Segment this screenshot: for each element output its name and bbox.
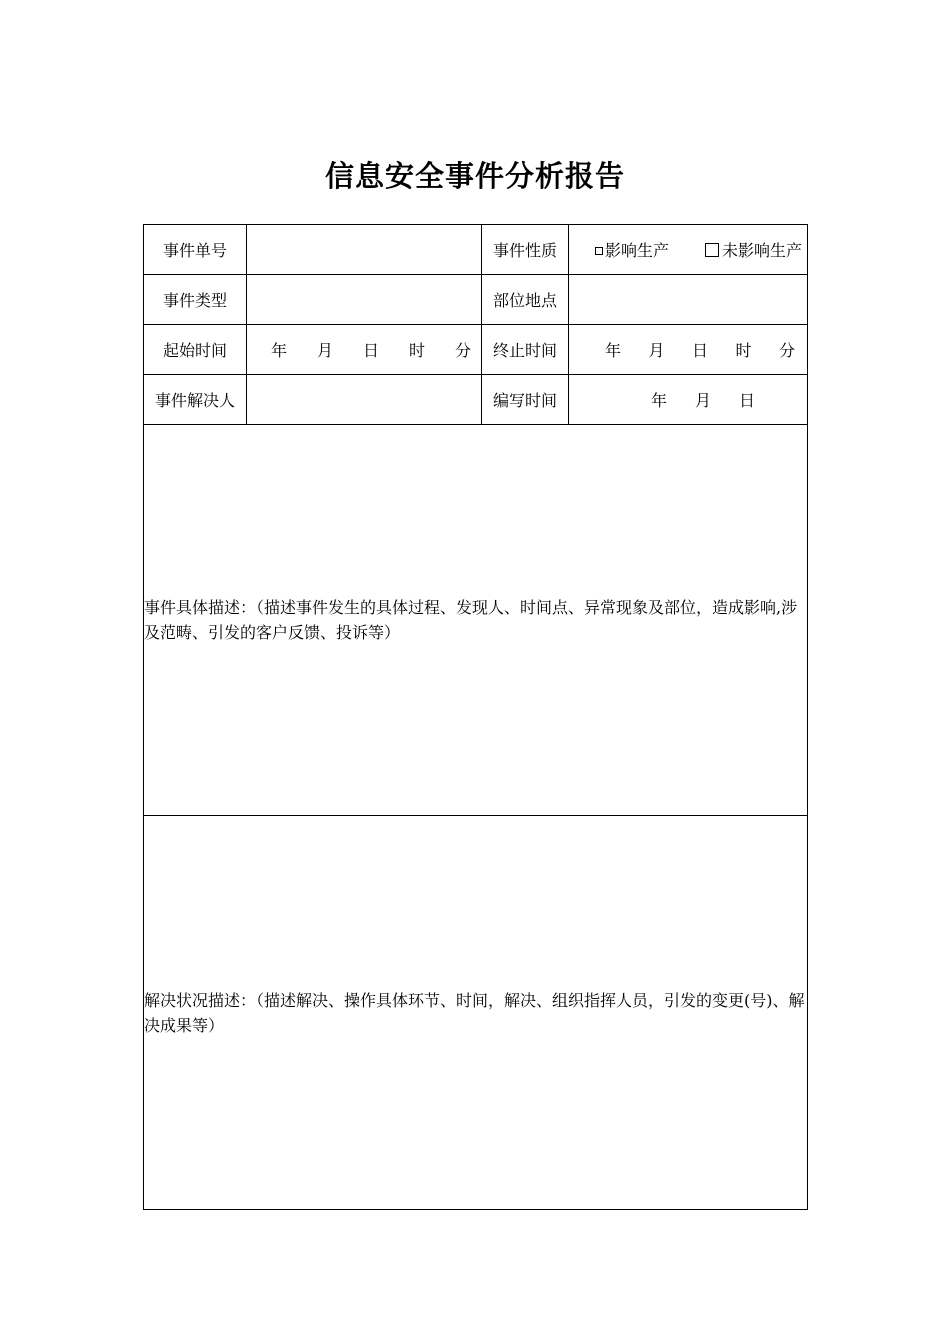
event-number-field[interactable]: [247, 225, 482, 275]
row-resolution-description: [144, 816, 808, 1210]
row-resolver: [144, 375, 808, 425]
resolver-field[interactable]: [247, 375, 482, 425]
start-year-unit: 年: [271, 341, 288, 360]
write-month-unit: 月: [694, 391, 711, 410]
label-event-number: 事件单号: [144, 225, 247, 275]
label-resolver: 事件解决人: [144, 375, 247, 425]
write-year-unit: 年: [650, 391, 667, 410]
row-event-number: [144, 225, 808, 275]
end-day-unit: 日: [691, 341, 708, 360]
label-event-type: 事件类型: [144, 275, 247, 325]
start-month-unit: 月: [316, 341, 333, 360]
start-time-field[interactable]: [247, 325, 482, 375]
end-time-field[interactable]: [569, 325, 808, 375]
start-day-unit: 日: [362, 341, 379, 360]
event-nature-field: [569, 225, 808, 275]
end-hour-unit: 时: [735, 341, 752, 360]
end-minute-unit: 分: [778, 341, 795, 360]
event-description-prompt: 事件具体描述：（描述事件发生的具体过程、发现人、时间点、异常现象及部位，造成影响,涉及范畴、引发的客户反馈、投诉等）: [144, 598, 798, 642]
not-affects-production-label: 未影响生产: [722, 241, 803, 260]
page-title: 信息安全事件分析报告: [324, 159, 625, 193]
resolution-description-prompt: 解决状况描述：（描述解决、操作具体环节、时间，解决、组织指挥人员，引发的变更(号)、解决成果等）: [144, 990, 805, 1035]
row-time-range: [144, 325, 808, 375]
label-location: 部位地点: [482, 275, 569, 325]
affects-production-label: 影响生产: [605, 241, 670, 260]
affects-production-checkbox[interactable]: [595, 247, 603, 255]
row-event-description: [144, 425, 808, 816]
resolution-description-area[interactable]: [144, 816, 808, 1210]
end-year-unit: 年: [605, 341, 622, 360]
label-write-time: 编写时间: [482, 375, 569, 425]
event-description-area[interactable]: [144, 425, 808, 816]
label-start-time: 起始时间: [144, 325, 247, 375]
label-end-time: 终止时间: [482, 325, 569, 375]
not-affects-production-checkbox[interactable]: [705, 243, 719, 257]
start-minute-unit: 分: [454, 341, 471, 360]
end-month-unit: 月: [648, 341, 665, 360]
event-type-field[interactable]: [247, 275, 482, 325]
label-event-nature: 事件性质: [482, 225, 569, 275]
start-hour-unit: 时: [408, 341, 425, 360]
report-form-table: [143, 224, 808, 1210]
location-field[interactable]: [569, 275, 808, 325]
write-day-unit: 日: [739, 391, 756, 410]
row-event-type: [144, 275, 808, 325]
write-time-field[interactable]: [569, 375, 808, 425]
